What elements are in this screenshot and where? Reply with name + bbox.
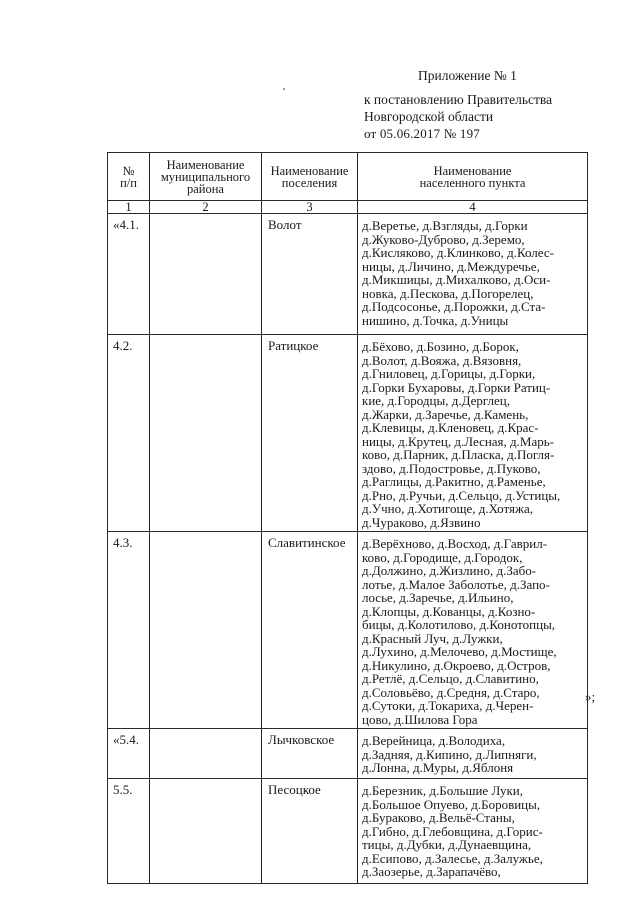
column-header-number (108, 153, 150, 201)
header-line: Наименование (166, 157, 245, 172)
place-line: д.Гибно, д.Глебовщина, д.Горис- (362, 823, 543, 839)
places-list (358, 214, 588, 335)
settlement-name: Лычковское (262, 729, 358, 779)
table-row (108, 214, 588, 335)
place-line: д.Большое Опуево, д.Боровицы, (362, 796, 541, 812)
places-list (358, 335, 588, 532)
settlement-name: Волот (262, 214, 358, 335)
settlements-table (107, 152, 588, 884)
place-line: цово, д.Шилова Гора (362, 711, 478, 727)
header-line: района (187, 181, 224, 196)
place-line: д.Рно, д.Ручьи, д.Сельцо, д.Устицы, (362, 487, 561, 503)
place-line: д.Заозерье, д.Зарапачёво, (362, 864, 501, 879)
header-line: № (122, 163, 135, 178)
place-line: д.Верейница, д.Володиха, (362, 733, 506, 748)
region-line: Новгородской области (364, 109, 494, 124)
column-number-row (108, 201, 588, 214)
place-line: д.Никулино, д.Окроево, д.Остров, (362, 657, 551, 673)
place-line: д.Волот, д.Вояжа, д.Вязовня, (362, 352, 522, 368)
place-line: нишино, д.Точка, д.Уницы (362, 312, 509, 328)
place-line: д.Лонна, д.Муры, д.Яблоня (362, 760, 514, 775)
place-line: д.Подсосонье, д.Порожки, д.Ста- (362, 299, 546, 314)
place-line: тицы, д.Дубки, д.Дунаевщина, (362, 837, 532, 852)
places-list (358, 532, 588, 729)
header-line: п/п (120, 175, 137, 190)
place-line: д.Должино, д.Жизлино, д.Забо- (362, 563, 537, 578)
place-line: д.Жуково-Дуброво, д.Зеремо, (362, 231, 525, 247)
table-header-row (108, 153, 588, 201)
row-index: 4.3. (108, 532, 150, 729)
resolution-line: к постановлению Правительства (364, 92, 553, 107)
place-line: д.Задняя, д.Кипино, д.Липняги, (362, 746, 537, 762)
place-line: д.Горки Бухаровы, д.Горки Ратиц- (362, 379, 551, 395)
place-line: д.Гниловец, д.Горицы, д.Горки, (362, 366, 536, 381)
column-number: 2 (150, 201, 262, 214)
scan-speck (283, 88, 285, 90)
place-line: д.Кисляково, д.Клинково, д.Колес- (362, 245, 554, 260)
closing-quote-mark: »; (585, 689, 596, 704)
column-header-settlement (262, 153, 358, 201)
row-index: «5.4. (108, 729, 150, 779)
place-line: лосье, д.Заречье, д.Ильино, (362, 590, 514, 605)
header-line: Наименование (270, 163, 349, 178)
place-line: д.Верёхново, д.Восход, д.Гаврил- (362, 536, 548, 551)
appendix-title: Приложение № 1 (418, 68, 517, 83)
table-row (108, 532, 588, 729)
column-header-places (358, 153, 588, 201)
column-header-district (150, 153, 262, 201)
column-number: 4 (358, 201, 588, 214)
row-index: 5.5. (108, 779, 150, 884)
district-cell (150, 214, 262, 335)
row-index: «4.1. (108, 214, 150, 335)
table-row (108, 779, 588, 884)
place-line: ницы, д.Крутец, д.Лесная, д.Марь- (362, 433, 554, 449)
place-line: ково, д.Парник, д.Пласка, д.Погля- (362, 447, 555, 462)
place-line: бицы, д.Колотилово, д.Конотопцы, (362, 617, 556, 632)
place-line: д.Соловьёво, д.Средня, д.Старо, (362, 684, 540, 700)
place-line: лотье, д.Малое Заболотье, д.Запо- (362, 576, 550, 592)
header-line: муниципального (160, 169, 251, 184)
place-line: д.Жарки, д.Заречье, д.Камень, (362, 406, 529, 422)
place-line: д.Микшицы, д.Михалково, д.Оси- (362, 272, 551, 287)
place-line: д.Бёхово, д.Бозино, д.Борок, (362, 339, 519, 354)
place-line: кие, д.Городцы, д.Дерглец, (362, 393, 511, 408)
district-cell (150, 779, 262, 884)
district-cell (150, 729, 262, 779)
place-line: д.Лухино, д.Мелочево, д.Мостище, (362, 644, 557, 659)
place-line: новка, д.Пескова, д.Погорелец, (362, 285, 534, 301)
header-line: населенного пункта (419, 175, 526, 190)
header-line: поселения (281, 175, 338, 190)
settlement-name: Ратицкое (262, 335, 358, 532)
place-line: д.Чураково, д.Язвино (362, 514, 481, 530)
row-index: 4.2. (108, 335, 150, 532)
district-cell (150, 335, 262, 532)
place-line: д.Раглицы, д.Ракитно, д.Раменье, (362, 474, 546, 489)
column-number: 3 (262, 201, 358, 214)
place-line: д.Клевицы, д.Кленовец, д.Крас- (362, 420, 539, 435)
place-line: здово, д.Подостровье, д.Пуково, (362, 460, 541, 476)
resolution-date: от 05.06.2017 № 197 (364, 126, 480, 141)
table-row (108, 729, 588, 779)
places-list (358, 779, 588, 884)
place-line: д.Красный Луч, д.Лужки, (362, 630, 503, 646)
column-number: 1 (108, 201, 150, 214)
table-row (108, 335, 588, 532)
places-list (358, 729, 588, 779)
place-line: д.Клопцы, д.Кованцы, д.Козно- (362, 603, 536, 619)
settlement-name: Славитинское (262, 532, 358, 729)
place-line: ково, д.Городище, д.Городок, (362, 549, 523, 565)
settlement-name: Песоцкое (262, 779, 358, 884)
place-line: д.Бураково, д.Вельё-Станы, (362, 810, 515, 825)
place-line: д.Сутоки, д.Токариха, д.Черен- (362, 698, 534, 713)
place-line: д.Березник, д.Большие Луки, (362, 783, 523, 798)
place-line: д.Есипово, д.Залесье, д.Залужье, (362, 850, 543, 866)
place-line: д.Веретье, д.Взгляды, д.Горки (362, 218, 528, 233)
place-line: д.Ретлё, д.Сельцо, д.Славитино, (362, 671, 539, 686)
place-line: д.Учно, д.Хотигоще, д.Хотяжа, (362, 501, 534, 516)
place-line: ницы, д.Личино, д.Междуречье, (362, 258, 540, 274)
district-cell (150, 532, 262, 729)
header-line: Наименование (433, 163, 512, 178)
